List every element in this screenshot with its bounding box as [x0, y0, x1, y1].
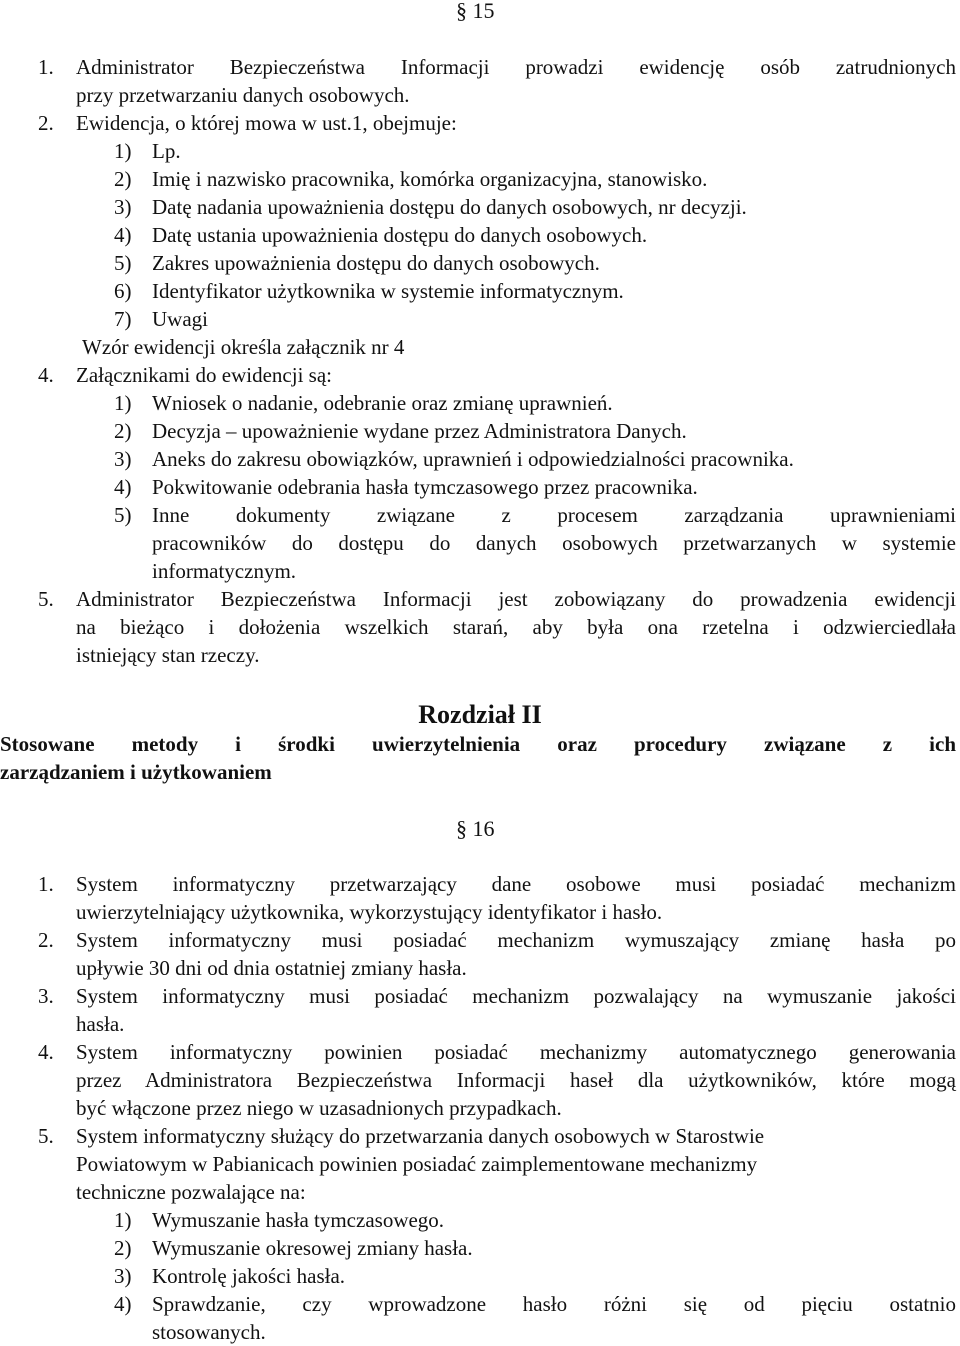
attachment-text: Wniosek o nadanie, odebranie oraz zmianę uprawnień. [152, 391, 613, 415]
attachment-text: Pokwitowanie odebrania hasła tymczasowego przez pracownika. [152, 475, 698, 499]
subitem-text: Uwagi [152, 307, 208, 331]
mechanism-number: 2) [114, 1236, 132, 1260]
subitem-number: 5) [114, 251, 132, 275]
subitem-number: 3) [114, 195, 132, 219]
attachment-number: 2) [114, 419, 132, 443]
item-number: 4. [38, 1040, 54, 1064]
mechanism-text: Wymuszanie hasła tymczasowego. [152, 1208, 445, 1232]
subitem-text: Datę nadania upoważnienia dostępu do danych osobowych, nr decyzji. [152, 195, 747, 219]
subitem-text: Lp. [152, 139, 181, 163]
s16-item-4-line-3: być włączone przez niego w uzasadnionych przypadkach. [76, 1096, 562, 1120]
item-number: 5. [38, 587, 54, 611]
section-15-heading: § 15 [456, 0, 495, 23]
item-5-line-1: Administrator Bezpieczeństwa Informacji jest zobowiązany do prowadzenia ewidencji [76, 587, 956, 611]
s16-item-3-line-2: hasła. [76, 1012, 125, 1036]
subitem-number: 2) [114, 167, 132, 191]
subitem-text: Zakres upoważnienia dostępu do danych osobowych. [152, 251, 600, 275]
s16-item-2-line-1: System informatyczny musi posiadać mechanizm wymuszający zmianę hasła po [76, 928, 956, 952]
attachment-number: 5) [114, 503, 132, 527]
item-number: 3. [38, 984, 54, 1008]
item-number: 2. [38, 111, 54, 135]
subitem-number: 6) [114, 279, 132, 303]
subitem-number: 7) [114, 307, 132, 331]
subitem-number: 4) [114, 223, 132, 247]
s16-item-5-line-2: Powiatowym w Pabianicach powinien posiadać zaimplementowane mechanizmy [76, 1152, 758, 1176]
subitem-text: Identyfikator użytkownika w systemie informatycznym. [152, 279, 624, 303]
mechanism-number: 3) [114, 1264, 132, 1288]
item-number: 1. [38, 55, 54, 79]
attachment-number: 4) [114, 475, 132, 499]
item-4-line-1: Załącznikami do ewidencji są: [76, 363, 332, 387]
subitem-text: Datę ustania upoważnienia dostępu do danych osobowych. [152, 223, 648, 247]
attachment-text: informatycznym. [152, 559, 297, 583]
attachment-text: Inne dokumenty związane z procesem zarządzania uprawnieniami [152, 503, 956, 527]
s16-item-1-line-2: uwierzytelniający użytkownika, wykorzystujący identyfikator i hasło. [76, 900, 663, 924]
subitem-text: Imię i nazwisko pracownika, komórka organizacyjna, stanowisko. [152, 167, 708, 191]
item-5-line-3: istniejący stan rzeczy. [76, 643, 260, 667]
item-number: 5. [38, 1124, 54, 1148]
chapter-subtitle-line-1: Stosowane metody i środki uwierzytelnienia oraz procedury związane z ich [0, 732, 956, 756]
chapter-subtitle-line-2: zarządzaniem i użytkowaniem [0, 760, 272, 784]
s16-item-5-line-3: techniczne pozwalające na: [76, 1180, 306, 1204]
mechanism-text: Wymuszanie okresowej zmiany hasła. [152, 1236, 473, 1260]
item-number: 4. [38, 363, 54, 387]
section-16-heading: § 16 [456, 816, 495, 841]
attachment-number: 1) [114, 391, 132, 415]
s16-item-3-line-1: System informatyczny musi posiadać mechanizm pozwalający na wymuszanie jakości [76, 984, 956, 1008]
item-5-line-2: na bieżąco i dołożenia wszelkich starań, aby była ona rzetelna i odzwierciedlała [76, 615, 956, 639]
attachment-text: pracowników do dostępu do danych osobowych przetwarzanych w systemie [152, 531, 956, 555]
mechanism-number: 1) [114, 1208, 132, 1232]
s16-item-2-line-2: upływie 30 dni od dnia ostatniej zmiany hasła. [76, 956, 467, 980]
item-1-line-1: Administrator Bezpieczeństwa Informacji prowadzi ewidencję osób zatrudnionych [76, 55, 956, 79]
mechanism-text: Kontrolę jakości hasła. [152, 1264, 346, 1288]
chapter-title: Rozdział II [418, 700, 542, 729]
s16-item-4-line-2: przez Administratora Bezpieczeństwa Informacji haseł dla użytkowników, które mogą [76, 1068, 956, 1092]
attachment-number: 3) [114, 447, 132, 471]
s16-item-5-line-1: System informatyczny służący do przetwarzania danych osobowych w Starostwie [76, 1124, 765, 1148]
item-number: 1. [38, 872, 54, 896]
s16-item-4-line-1: System informatyczny powinien posiadać mechanizmy automatycznego generowania [76, 1040, 956, 1064]
subitem-number: 1) [114, 139, 132, 163]
s16-item-1-line-1: System informatyczny przetwarzający dane osobowe musi posiadać mechanizm [76, 872, 956, 896]
attachment-text: Decyzja – upoważnienie wydane przez Administratora Danych. [152, 419, 687, 443]
mechanism-number: 4) [114, 1292, 132, 1316]
item-2-line-1: Ewidencja, o której mowa w ust.1, obejmuje: [76, 111, 457, 135]
item-number: 2. [38, 928, 54, 952]
template-reference: Wzór ewidencji określa załącznik nr 4 [82, 335, 405, 359]
mechanism-text: stosowanych. [152, 1320, 266, 1344]
mechanism-text: Sprawdzanie, czy wprowadzone hasło różni się od pięciu ostatnio [152, 1292, 956, 1316]
item-1-line-2: przy przetwarzaniu danych osobowych. [76, 83, 410, 107]
attachment-text: Aneks do zakresu obowiązków, uprawnień i odpowiedzialności pracownika. [152, 447, 794, 471]
